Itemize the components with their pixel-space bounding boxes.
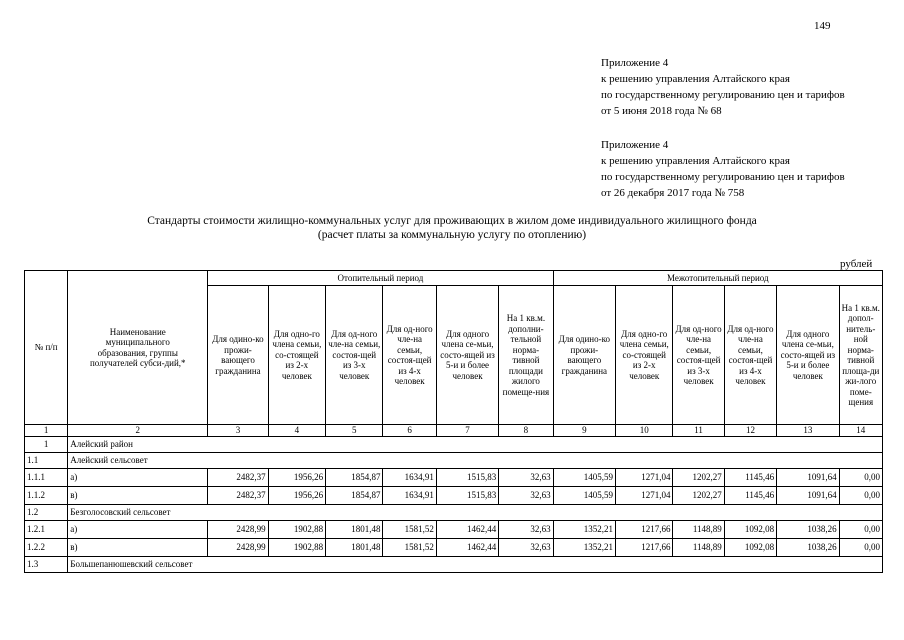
district-row <box>25 437 883 453</box>
column-number: 5 <box>326 425 383 437</box>
value-cell: 1854,87 <box>326 487 383 505</box>
group-label: в) <box>68 487 208 505</box>
appendix-line: от 5 июня 2018 года № 68 <box>601 105 722 117</box>
header-interheating-col: Для од-ного чле-на семьи, состоя-щей из 4-х человек <box>724 286 776 425</box>
table-row <box>25 487 883 505</box>
appendix-line: к решению управления Алтайского края <box>601 155 790 167</box>
column-number: 11 <box>673 425 724 437</box>
title-line-1: Стандарты стоимости жилищно-коммунальных услуг для проживающих в жилом доме индивидуального жилищного фонда <box>147 215 757 227</box>
column-number: 2 <box>68 425 208 437</box>
column-number-row <box>25 425 883 437</box>
value-cell: 2428,99 <box>208 521 268 539</box>
value-cell: 1902,88 <box>268 521 325 539</box>
value-cell: 1145,46 <box>724 487 776 505</box>
value-cell: 32,63 <box>499 521 553 539</box>
header-num: № п/п <box>25 271 68 425</box>
table-row <box>25 539 883 557</box>
table-row <box>25 521 883 539</box>
settlement-row <box>25 557 883 573</box>
header-interheating-period: Межотопительный период <box>553 271 882 286</box>
value-cell: 1581,52 <box>383 539 436 557</box>
group-label: а) <box>68 521 208 539</box>
header-interheating-col: Для од-ного чле-на семьи, состоя-щей из 3-х человек <box>673 286 724 425</box>
value-cell: 2428,99 <box>208 539 268 557</box>
column-number: 3 <box>208 425 268 437</box>
value-cell: 1956,26 <box>268 487 325 505</box>
settlement-name: Большепанюшевский сельсовет <box>68 557 883 573</box>
row-index: 1.1.2 <box>25 487 68 505</box>
header-name: Наименование муниципального образования, группы получателей субси-дий,* <box>68 271 208 425</box>
value-cell: 1854,87 <box>326 469 383 487</box>
document-title <box>0 214 904 242</box>
column-number: 12 <box>724 425 776 437</box>
row-index: 1.1 <box>25 453 68 469</box>
value-cell: 0,00 <box>839 487 882 505</box>
appendix-line: Приложение 4 <box>601 57 669 69</box>
value-cell: 0,00 <box>839 521 882 539</box>
appendix-line: по государственному регулированию цен и тарифов <box>601 171 845 183</box>
appendix-block-2 <box>601 137 845 201</box>
header-heating-col: На 1 кв.м. дополни-тельной норма-тивной площади жилого помеще-ния <box>499 286 553 425</box>
value-cell: 1462,44 <box>436 539 498 557</box>
column-number: 1 <box>25 425 68 437</box>
page-number: 149 <box>814 20 831 32</box>
value-cell: 1581,52 <box>383 521 436 539</box>
value-cell: 0,00 <box>839 539 882 557</box>
value-cell: 0,00 <box>839 469 882 487</box>
value-cell: 1091,64 <box>777 487 839 505</box>
settlement-row <box>25 453 883 469</box>
column-number: 13 <box>777 425 839 437</box>
value-cell: 1956,26 <box>268 469 325 487</box>
appendix-block-1 <box>601 55 845 119</box>
value-cell: 2482,37 <box>208 487 268 505</box>
settlement-name: Алейский сельсовет <box>68 453 883 469</box>
header-interheating-col: Для одно-го члена семьи, со-стоящей из 2-х человек <box>616 286 673 425</box>
header-heating-col: Для одного члена се-мьи, состо-ящей из 5-и и более человек <box>436 286 498 425</box>
row-index: 1 <box>25 437 68 453</box>
group-label: в) <box>68 539 208 557</box>
row-index: 1.3 <box>25 557 68 573</box>
value-cell: 1092,08 <box>724 521 776 539</box>
row-index: 1.2.1 <box>25 521 68 539</box>
column-number: 14 <box>839 425 882 437</box>
value-cell: 1271,04 <box>616 469 673 487</box>
appendix-line: от 26 декабря 2017 года № 758 <box>601 187 745 199</box>
value-cell: 32,63 <box>499 539 553 557</box>
value-cell: 1405,59 <box>553 487 615 505</box>
appendix-line: Приложение 4 <box>601 139 669 151</box>
group-label: а) <box>68 469 208 487</box>
column-number: 8 <box>499 425 553 437</box>
value-cell: 1634,91 <box>383 487 436 505</box>
value-cell: 1092,08 <box>724 539 776 557</box>
value-cell: 1801,48 <box>326 521 383 539</box>
value-cell: 1352,21 <box>553 539 615 557</box>
header-interheating-col: Для одного члена се-мьи, состо-ящей из 5-и и более человек <box>777 286 839 425</box>
settlement-row <box>25 505 883 521</box>
tariff-table <box>24 270 883 573</box>
value-cell: 1634,91 <box>383 469 436 487</box>
value-cell: 1202,27 <box>673 487 724 505</box>
value-cell: 1515,83 <box>436 469 498 487</box>
value-cell: 1091,64 <box>777 469 839 487</box>
value-cell: 1148,89 <box>673 539 724 557</box>
column-number: 7 <box>436 425 498 437</box>
table-row <box>25 469 883 487</box>
appendix-line: к решению управления Алтайского края <box>601 73 790 85</box>
row-index: 1.1.1 <box>25 469 68 487</box>
value-cell: 1145,46 <box>724 469 776 487</box>
appendix-line: по государственному регулированию цен и тарифов <box>601 89 845 101</box>
header-heating-col: Для одино-ко прожи-вающего гражданина <box>208 286 268 425</box>
column-number: 4 <box>268 425 325 437</box>
header-interheating-col: На 1 кв.м. допол-нитель-ной норма-тивной площа-ди жи-лого поме-щения <box>839 286 882 425</box>
value-cell: 1038,26 <box>777 521 839 539</box>
value-cell: 1801,48 <box>326 539 383 557</box>
value-cell: 1352,21 <box>553 521 615 539</box>
header-heating-col: Для одно-го члена семьи, со-стоящей из 2-х человек <box>268 286 325 425</box>
header-heating-col: Для од-ного чле-на семьи, состоя-щей из 4-х человек <box>383 286 436 425</box>
header-interheating-col: Для одино-ко прожи-вающего гражданина <box>553 286 615 425</box>
value-cell: 32,63 <box>499 469 553 487</box>
header-heating-period: Отопительный период <box>208 271 553 286</box>
value-cell: 1515,83 <box>436 487 498 505</box>
value-cell: 1217,66 <box>616 521 673 539</box>
header-heating-col: Для од-ного чле-на семьи, состоя-щей из 3-х человек <box>326 286 383 425</box>
column-number: 10 <box>616 425 673 437</box>
district-name: Алейский район <box>68 437 883 453</box>
value-cell: 1202,27 <box>673 469 724 487</box>
column-number: 9 <box>553 425 615 437</box>
value-cell: 1038,26 <box>777 539 839 557</box>
settlement-name: Безголосовский сельсовет <box>68 505 883 521</box>
column-number: 6 <box>383 425 436 437</box>
title-line-2: (расчет платы за коммунальную услугу по отоплению) <box>317 229 587 241</box>
value-cell: 1902,88 <box>268 539 325 557</box>
value-cell: 1217,66 <box>616 539 673 557</box>
value-cell: 1148,89 <box>673 521 724 539</box>
unit-label: рублей <box>840 258 873 270</box>
value-cell: 1462,44 <box>436 521 498 539</box>
value-cell: 1271,04 <box>616 487 673 505</box>
value-cell: 32,63 <box>499 487 553 505</box>
row-index: 1.2.2 <box>25 539 68 557</box>
value-cell: 2482,37 <box>208 469 268 487</box>
row-index: 1.2 <box>25 505 68 521</box>
value-cell: 1405,59 <box>553 469 615 487</box>
